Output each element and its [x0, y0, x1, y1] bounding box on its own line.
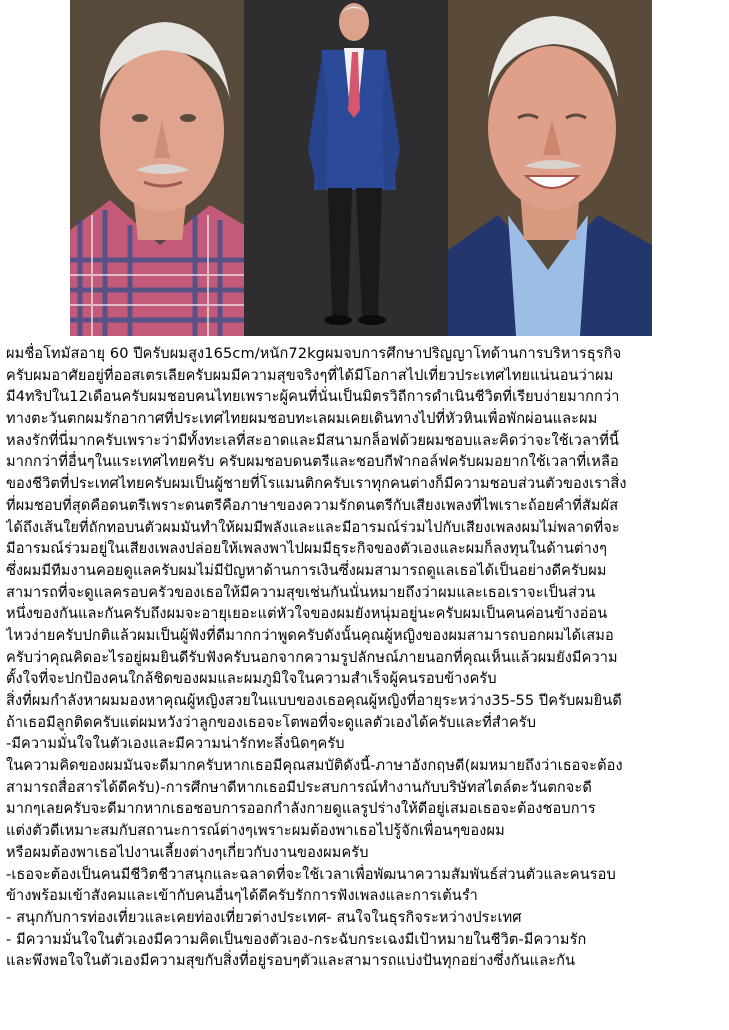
text-line: ไหวง่ายครับปกติแล้วผมเป็นผู้ฟังที่ดีมากกว่าพูดครับดังนั้นคุณผู้หญิงของผมสามารถบอกผมได้เสมอ — [6, 626, 614, 644]
text-line: มี4ทริปใน12เดือนครับผมชอบคนไทยเพราะผู้คนที่นั่นเป็นมิตรวิถีการดำเนินชีวิตที่เรียบง่ายมากกว่า — [6, 388, 620, 406]
text-line: และพึงพอใจในตัวเองมีความสุขกับสิ่งที่อยู่รอบๆตัวและสามารถแบ่งปันทุกอย่างซึ่งกันและกัน — [6, 952, 576, 970]
text-line: -มีความมั่นใจในตัวเองและมีความน่ารักทะลึ่งนิดๆครับ — [6, 735, 345, 753]
text-line: ครับผมอาศัยอยู่ที่ออสเตรเลียครับผมมีความสุขจริงๆที่ได้มีโอกาสไปเที่ยวประเทศไทยแน่นอนว่าผม — [6, 366, 614, 384]
text-line: -เธอจะต้องเป็นคนมีชีวิตชีวาสนุกและฉลาดที่จะใช้เวลาเพื่อพัฒนาความสัมพันธ์ส่วนตัวและคนรอบ — [6, 865, 616, 883]
text-line: ของชีวิตที่ประเทศไทยครับผมเป็นผู้ชายที่โรแมนติกครับเราทุกคนต่างก็มีความชอบส่วนตัวของเราสิ่ง — [6, 475, 627, 493]
portrait-photo-right — [448, 0, 652, 336]
text-line: ได้ถึงเส้นใยที่ถักทอบนตัวผมมันทำให้ผมมีพลังและและมีอารมณ์ร่วมไปกับเสียงเพลงผมไม่พลาดที่จะ — [6, 518, 620, 536]
text-line: ในความคิดของผมมันจะดีมากครับหากเธอมีคุณสมบัติดังนี้-ภาษาอังกฤษดี(ผมหมายถึงว่าเธอจะต้อง — [6, 757, 623, 775]
portrait-photo-left — [70, 0, 244, 336]
text-line: ถ้าเธอมีลูกติดครับแต่ผมหวังว่าลูกของเธอจะโตพอที่จะดูแลตัวเองได้ครับและที่สำครับ — [6, 713, 537, 731]
text-line: หรือผมต้องพาเธอไปงานเลี้ยงต่างๆเกี่ยวกับงานของผมครับ — [6, 843, 369, 861]
text-line: ทางตะวันตกผมรักอากาศที่ประเทศไทยผมชอบทะเลผมเคยเดินทางไปที่หัวหินเพื่อพักผ่อนและผม — [6, 410, 598, 428]
text-line: - สนุกกับการท่องเที่ยวและเคยท่องเที่ยวต่างประเทศ- สนใจในธุรกิจระหว่างประเทศ — [6, 908, 522, 926]
text-line: สิ่งที่ผมกำลังหาผมมองหาคุณผู้หญิงสวยในแบบของเธอคุณผู้หญิงที่อายุระหว่าง35-55 ปีครับผมยินดี — [6, 692, 622, 709]
text-line: ตั้งใจที่จะปกป้องคนใกล้ชิดของผมและผมภูมิใจในความสำเร็จผู้คนรอบข้างครับ — [6, 670, 497, 688]
text-line: มากๆเลยครับจะดีมากหากเธอชอบการออกกำลังกายดูแลรูปร่างให้ดีอยู่เสมอเธอจะต้องชอบการ — [6, 800, 596, 818]
text-line: มีอารมณ์ร่วมอยู่ในเสียงเพลงปล่อยให้เพลงพาไปผมมีธุระกิจของตัวเองและผมก็ลงทุนในด้านต่างๆ — [6, 540, 608, 558]
text-line: ข้างพร้อมเข้าสังคมและเข้ากับคนอื่นๆได้ดีครับรักการฟังเพลงและการเต้นรำ — [6, 887, 478, 905]
text-line: ครับว่าคุณคิดอะไรอยู่ผมยินดีรับฟังครับนอกจากความรูปลักษณ์ภายนอกที่คุณเห็นแล้วผมยังมีความ — [6, 648, 618, 666]
text-line: สามารถสื่อสารได้ดีครับ)-การศึกษาดีหากเธอมีประสบการณ์ทำงานกับบริษัทสไตล์ตะวันตกจะดี — [6, 778, 592, 796]
full-body-photo-center — [244, 0, 448, 336]
text-line: สามารถที่จะดูแลครอบครัวของเธอให้มีความสุขเช่นกันนั่นหมายถึงว่าผมและเธอเราจะเป็นส่วน — [6, 583, 596, 601]
profile-photos — [70, 0, 652, 336]
text-line: - มีความมั่นใจในตัวเองมีความคิดเป็นของตัวเอง-กระฉับกระเฉงมีเป้าหมายในชีวิต-มีความรัก — [6, 930, 587, 948]
text-line: ผมชื่อโทมัสอายุ 60 ปีครับผมสูง165cm/หนัก72kgผมจบการศึกษาปริญญาโทด้านการบริหารธุรกิจ — [6, 345, 622, 362]
text-line: หลงรักที่นี่มากครับเพราะว่ามีทั้งทะเลที่สะอาดและมีสนามกล็อฟด้วยผมชอบและคิดว่าจะใช้เวลาที่นี้ — [6, 431, 620, 449]
text-line: ซึ่งผมมีทีมงานคอยดูแลครับผมไม่มีปัญหาด้านการเงินซึ่งผมสามารถดูแลเธอได้เป็นอย่างดีครับผม — [6, 561, 607, 579]
text-line: มากกว่าที่อื่นๆในแระเทศไทยครับ ครับผมชอบดนตรีและชอบกีฬากอล์ฟครับผมอยากใช้เวลาที่เหลือ — [6, 453, 619, 471]
text-line: หนึ่งของกันและกันครับถึงผมจะอายุเยอะแต่หัวใจของผมยังหนุ่มอยู่นะครับผมเป็นคนค่อนข้างอ่อน — [6, 605, 608, 623]
text-line: ที่ผมชอบที่สุดคือดนตรีเพราะดนตรีคือภาษาของความรักดนตรีกับเสียงเพลงที่ไพเราะถ้อยคำที่สัมผัส — [6, 496, 619, 514]
profile-description — [6, 343, 724, 972]
text-line: แต่งตัวดีเหมาะสมกับสถานะการณ์ต่างๆเพราะผมต้องพาเธอไปรู้จักเพื่อนๆของผม — [6, 822, 505, 840]
